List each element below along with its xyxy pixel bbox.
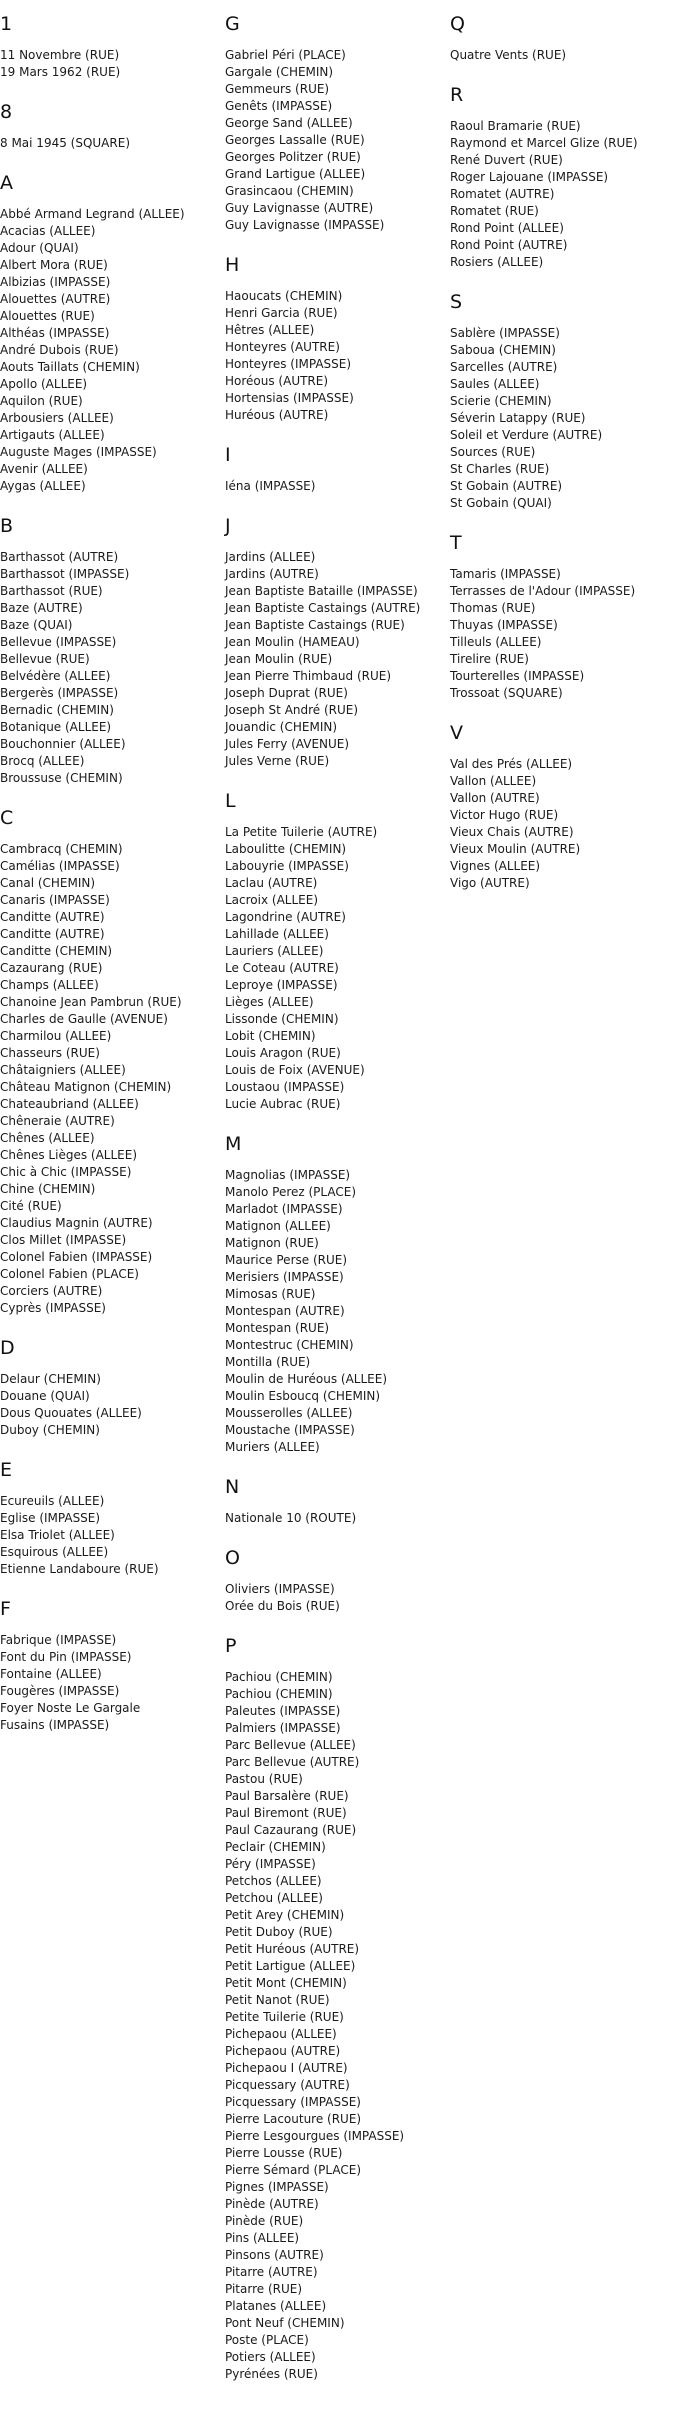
street-list (0, 135, 225, 152)
letter-section (450, 0, 675, 64)
street-list-item[interactable]: Petchou (ALLEE) (225, 1891, 323, 1905)
street-list-item[interactable]: Pins (ALLEE) (225, 2231, 300, 2245)
section-letter-heading: N (225, 1476, 240, 1498)
letter-section (0, 152, 225, 495)
street-list-item[interactable]: Poste (PLACE) (225, 2333, 309, 2347)
street-list-item[interactable]: Alouettes (RUE) (0, 309, 95, 323)
street-list-item[interactable]: Apollo (ALLEE) (0, 377, 88, 391)
street-list-item[interactable]: Jean Moulin (RUE) (225, 652, 333, 666)
section-letter-heading: E (0, 1459, 13, 1481)
street-list-item[interactable]: Lobit (CHEMIN) (225, 1029, 316, 1043)
street-list-item[interactable]: Jardins (AUTRE) (225, 567, 319, 581)
street-list-item[interactable]: Sources (RUE) (450, 445, 536, 459)
section-letter-heading: P (225, 1635, 237, 1657)
street-list-item[interactable]: Pachiou (CHEMIN) (225, 1670, 333, 1684)
street-list-item[interactable]: Gabriel Péri (PLACE) (225, 48, 346, 62)
street-list-item[interactable]: Petit Arey (CHEMIN) (225, 1908, 345, 1922)
street-list-item[interactable]: Jean Pierre Thimbaud (RUE) (225, 669, 392, 683)
letter-section (225, 1113, 450, 1456)
street-list (225, 549, 450, 770)
street-list-item[interactable]: Pinède (AUTRE) (225, 2197, 319, 2211)
street-list-item[interactable]: Chêneraie (AUTRE) (0, 1114, 115, 1128)
street-list-item[interactable]: Pyrénées (RUE) (225, 2367, 318, 2381)
street-list-item[interactable]: Louis de Foix (AVENUE) (225, 1063, 365, 1077)
street-list-item[interactable]: Henri Garcia (RUE) (225, 306, 338, 320)
street-list-item[interactable]: Pinède (RUE) (225, 2214, 304, 2228)
street-list-item[interactable]: Haoucats (CHEMIN) (225, 289, 343, 303)
letter-section (450, 64, 675, 271)
street-list-item[interactable]: Adour (QUAI) (0, 241, 79, 255)
street-list-item[interactable]: Chênes (ALLEE) (0, 1131, 95, 1145)
street-list-item[interactable]: Brocq (ALLEE) (0, 754, 85, 768)
street-list-item[interactable]: Jules Verne (RUE) (225, 754, 330, 768)
street-list (0, 1371, 225, 1439)
street-list-item[interactable]: Pierre Lousse (RUE) (225, 2146, 343, 2160)
street-list-item[interactable]: Belvédère (ALLEE) (0, 669, 111, 683)
street-list-item[interactable]: St Charles (RUE) (450, 462, 550, 476)
street-list-item[interactable]: Sablère (IMPASSE) (450, 326, 560, 340)
street-list-item[interactable]: Guy Lavignasse (AUTRE) (225, 201, 374, 215)
street-list-item[interactable]: Merisiers (IMPASSE) (225, 1270, 344, 1284)
street-list-item[interactable]: Delaur (CHEMIN) (0, 1372, 101, 1386)
street-list-item[interactable]: Moulin de Huréous (ALLEE) (225, 1372, 388, 1386)
street-list-item[interactable]: Moustache (IMPASSE) (225, 1423, 355, 1437)
street-list-item[interactable]: Pichepaou (AUTRE) (225, 2044, 341, 2058)
street-list-item[interactable]: Péry (IMPASSE) (225, 1857, 316, 1871)
street-list-item[interactable]: Lagondrine (AUTRE) (225, 910, 346, 924)
letter-section (450, 702, 675, 892)
street-list-item[interactable]: Cazaurang (RUE) (0, 961, 103, 975)
street-list-item[interactable]: Montestruc (CHEMIN) (225, 1338, 354, 1352)
street-list-item[interactable]: Albizias (IMPASSE) (0, 275, 111, 289)
street-list-item[interactable]: Canaris (IMPASSE) (0, 893, 110, 907)
street-list-item[interactable]: Pichepaou I (AUTRE) (225, 2061, 348, 2075)
street-list-item[interactable]: Pichepaou (ALLEE) (225, 2027, 337, 2041)
street-list-item[interactable]: 8 Mai 1945 (SQUARE) (0, 136, 130, 150)
street-list-item[interactable]: Tilleuls (ALLEE) (450, 635, 542, 649)
street-list-item[interactable]: Petit Nanot (RUE) (225, 1993, 330, 2007)
street-list-item[interactable]: Chic à Chic (IMPASSE) (0, 1165, 132, 1179)
street-list-item[interactable]: Jean Baptiste Castaings (RUE) (225, 618, 405, 632)
street-list-item[interactable]: Val des Prés (ALLEE) (450, 757, 573, 771)
street-list-item[interactable]: Aygas (ALLEE) (0, 479, 86, 493)
street-list-item[interactable]: Louis Aragon (RUE) (225, 1046, 341, 1060)
street-list-item[interactable]: Camélias (IMPASSE) (0, 859, 120, 873)
street-list-item[interactable]: Jouandic (CHEMIN) (225, 720, 338, 734)
street-list-item[interactable]: Pierre Sémard (PLACE) (225, 2163, 361, 2177)
street-list (0, 47, 225, 81)
street-list-item[interactable]: Petit Duboy (RUE) (225, 1925, 333, 1939)
street-list-item[interactable]: George Sand (ALLEE) (225, 116, 353, 130)
letter-section (225, 1615, 450, 2383)
street-list (450, 756, 675, 892)
street-list-item[interactable]: Saules (ALLEE) (450, 377, 540, 391)
section-letter-heading: I (225, 444, 231, 466)
street-list-item[interactable]: Hêtres (ALLEE) (225, 323, 315, 337)
street-list-item[interactable]: Chanoine Jean Pambrun (RUE) (0, 995, 182, 1009)
street-list (450, 566, 675, 702)
section-letter-heading: V (450, 722, 463, 744)
street-list-item[interactable]: Oliviers (IMPASSE) (225, 1582, 335, 1596)
street-list-item[interactable]: Grasincaou (CHEMIN) (225, 184, 354, 198)
section-letter-heading: 8 (0, 101, 13, 123)
street-list-item[interactable]: Barthassot (RUE) (0, 584, 103, 598)
street-list-item[interactable]: Picquessary (IMPASSE) (225, 2095, 361, 2109)
street-list-item[interactable]: Gargale (CHEMIN) (225, 65, 334, 79)
street-list-item[interactable]: Fontaine (ALLEE) (0, 1667, 102, 1681)
street-list-item[interactable]: Mousserolles (ALLEE) (225, 1406, 353, 1420)
street-list-item[interactable]: Pierre Lacouture (RUE) (225, 2112, 362, 2126)
letter-section (225, 495, 450, 770)
street-list-item[interactable]: Ecureuils (ALLEE) (0, 1494, 105, 1508)
street-list-item[interactable]: Bernadic (CHEMIN) (0, 703, 114, 717)
street-list-item[interactable]: Vignes (ALLEE) (450, 859, 541, 873)
street-list-item[interactable]: Platanes (ALLEE) (225, 2299, 327, 2313)
street-list-item[interactable]: Muriers (ALLEE) (225, 1440, 320, 1454)
street-list-item[interactable]: Pierre Lesgourgues (IMPASSE) (225, 2129, 405, 2143)
street-list-item[interactable]: Abbé Armand Legrand (ALLEE) (0, 207, 185, 221)
street-list-item[interactable]: Victor Hugo (RUE) (450, 808, 559, 822)
street-list-item[interactable]: Fusains (IMPASSE) (0, 1718, 110, 1732)
section-letter-heading: Q (450, 13, 465, 35)
street-list (225, 1669, 450, 2383)
street-list-item[interactable]: Petchos (ALLEE) (225, 1874, 322, 1888)
street-list-item[interactable]: Pignes (IMPASSE) (225, 2180, 329, 2194)
street-list-item[interactable]: Georges Politzer (RUE) (225, 150, 361, 164)
letter-section (0, 1439, 225, 1578)
street-list-item[interactable]: 11 Novembre (RUE) (0, 48, 120, 62)
street-list-item[interactable]: Vallon (ALLEE) (450, 774, 537, 788)
street-list-item[interactable]: Petit Lartigue (ALLEE) (225, 1959, 356, 1973)
street-list-item[interactable]: Barthassot (AUTRE) (0, 550, 119, 564)
street-list-item[interactable]: Paul Biremont (RUE) (225, 1806, 347, 1820)
street-list-item[interactable]: Nationale 10 (ROUTE) (225, 1511, 357, 1525)
street-list-item[interactable]: Honteyres (IMPASSE) (225, 357, 352, 371)
street-list-item[interactable]: Pachiou (CHEMIN) (225, 1687, 333, 1701)
letter-section (0, 81, 225, 152)
street-list-item[interactable]: Charles de Gaulle (AVENUE) (0, 1012, 168, 1026)
street-list-item[interactable]: Etienne Landaboure (RUE) (0, 1562, 159, 1576)
street-list-item[interactable]: Petit Mont (CHEMIN) (225, 1976, 347, 1990)
street-list-item[interactable]: René Duvert (RUE) (450, 153, 563, 167)
letter-section (0, 1578, 225, 1734)
street-list-item[interactable]: Bellevue (RUE) (0, 652, 90, 666)
street-list-item[interactable]: Arbousiers (ALLEE) (0, 411, 114, 425)
section-letter-heading: D (0, 1337, 15, 1359)
letter-section (225, 1456, 450, 1527)
street-list-item[interactable]: Jardins (ALLEE) (225, 550, 316, 564)
street-list-item[interactable]: Broussuse (CHEMIN) (0, 771, 123, 785)
letter-section (0, 495, 225, 787)
section-letter-heading: C (0, 807, 14, 829)
street-list-item[interactable]: Artigauts (ALLEE) (0, 428, 105, 442)
street-list-item[interactable]: Château Matignon (CHEMIN) (0, 1080, 172, 1094)
street-list-item[interactable]: Iéna (IMPASSE) (225, 479, 316, 493)
street-list-item[interactable]: Colonel Fabien (PLACE) (0, 1267, 139, 1281)
street-list-item[interactable]: Bergerès (IMPASSE) (0, 686, 119, 700)
street-list-item[interactable]: Alouettes (AUTRE) (0, 292, 111, 306)
street-list-item[interactable]: Matignon (ALLEE) (225, 1219, 331, 1233)
street-list (225, 1581, 450, 1615)
street-list-item[interactable]: Parc Bellevue (ALLEE) (225, 1738, 356, 1752)
letter-section (450, 271, 675, 512)
letter-section (225, 1527, 450, 1615)
street-list-item[interactable]: Foyer Noste Le Gargale (0, 1701, 141, 1715)
street-list-item[interactable]: Orée du Bois (RUE) (225, 1599, 340, 1613)
letter-section (225, 770, 450, 1113)
street-list-item[interactable]: Aouts Taillats (CHEMIN) (0, 360, 140, 374)
street-list-item[interactable]: Fougères (IMPASSE) (0, 1684, 120, 1698)
street-list-item[interactable]: Bellevue (IMPASSE) (0, 635, 117, 649)
street-list-item[interactable]: Quatre Vents (RUE) (450, 48, 567, 62)
street-list-item[interactable]: Leproye (IMPASSE) (225, 978, 338, 992)
street-list-item[interactable]: Joseph St André (RUE) (225, 703, 359, 717)
street-list-item[interactable]: Pitarre (AUTRE) (225, 2265, 318, 2279)
section-letter-heading: H (225, 254, 240, 276)
street-list-item[interactable]: Séverin Latappy (RUE) (450, 411, 586, 425)
street-list-item[interactable]: Montilla (RUE) (225, 1355, 311, 1369)
street-list-item[interactable]: St Gobain (QUAI) (450, 496, 552, 510)
street-list (225, 1167, 450, 1456)
street-list-item[interactable]: Laboulitte (CHEMIN) (225, 842, 347, 856)
street-list-item[interactable]: Aquilon (RUE) (0, 394, 83, 408)
street-list-item[interactable]: Pitarre (RUE) (225, 2282, 303, 2296)
street-list-item[interactable]: Grand Lartigue (ALLEE) (225, 167, 366, 181)
street-list-item[interactable]: Raymond et Marcel Glize (RUE) (450, 136, 638, 150)
street-list-item[interactable]: Manolo Perez (PLACE) (225, 1185, 357, 1199)
street-list-item[interactable]: Paul Barsalère (RUE) (225, 1789, 349, 1803)
street-list-item[interactable]: Matignon (RUE) (225, 1236, 319, 1250)
street-list-item[interactable]: Esquirous (ALLEE) (0, 1545, 109, 1559)
street-list-item[interactable]: Champs (ALLEE) (0, 978, 99, 992)
street-list-item[interactable]: Trossoat (SQUARE) (450, 686, 563, 700)
street-list-item[interactable]: Douane (QUAI) (0, 1389, 90, 1403)
street-list-item[interactable]: Canal (CHEMIN) (0, 876, 96, 890)
street-list-item[interactable]: Cité (RUE) (0, 1199, 62, 1213)
street-list-item[interactable]: Soleil et Verdure (AUTRE) (450, 428, 603, 442)
street-list-item[interactable]: Font du Pin (IMPASSE) (0, 1650, 132, 1664)
street-list-item[interactable]: Gemmeurs (RUE) (225, 82, 330, 96)
street-list-item[interactable]: Auguste Mages (IMPASSE) (0, 445, 157, 459)
letter-section (225, 424, 450, 495)
street-list-item[interactable]: Canditte (AUTRE) (0, 927, 105, 941)
street-list-item[interactable]: Lacroix (ALLEE) (225, 893, 319, 907)
section-letter-heading: S (450, 291, 463, 313)
street-list-item[interactable]: Montespan (RUE) (225, 1321, 330, 1335)
street-list-item[interactable]: Huréous (AUTRE) (225, 408, 329, 422)
street-list-item[interactable]: Sarcelles (AUTRE) (450, 360, 558, 374)
street-list-item[interactable]: Claudius Magnin (AUTRE) (0, 1216, 153, 1230)
street-list (225, 288, 450, 424)
street-list-item[interactable]: Cambracq (CHEMIN) (0, 842, 123, 856)
street-list (225, 47, 450, 234)
street-list-item[interactable]: Petite Tuilerie (RUE) (225, 2010, 344, 2024)
street-list-item[interactable]: Le Coteau (AUTRE) (225, 961, 339, 975)
street-list-item[interactable]: Romatet (RUE) (450, 204, 539, 218)
street-list-item[interactable]: Colonel Fabien (IMPASSE) (0, 1250, 153, 1264)
letter-section (225, 234, 450, 424)
section-letter-heading: J (225, 515, 231, 537)
street-list-item[interactable]: Vieux Moulin (AUTRE) (450, 842, 581, 856)
section-letter-heading: O (225, 1547, 240, 1569)
street-list-item[interactable]: Tamaris (IMPASSE) (450, 567, 561, 581)
street-list-item[interactable]: Scierie (CHEMIN) (450, 394, 552, 408)
street-list-item[interactable]: Canditte (CHEMIN) (0, 944, 113, 958)
street-list-item[interactable]: Peclair (CHEMIN) (225, 1840, 326, 1854)
street-list-item[interactable]: Avenir (ALLEE) (0, 462, 88, 476)
street-list-item[interactable]: Jean Baptiste Bataille (IMPASSE) (225, 584, 418, 598)
street-list-item[interactable]: Pinsons (AUTRE) (225, 2248, 324, 2262)
street-list-item[interactable]: Vallon (AUTRE) (450, 791, 540, 805)
street-index-column-3 (450, 0, 675, 892)
street-list-item[interactable]: Picquessary (AUTRE) (225, 2078, 350, 2092)
street-list-item[interactable]: Chine (CHEMIN) (0, 1182, 96, 1196)
street-list (225, 478, 450, 495)
street-list-item[interactable]: Fabrique (IMPASSE) (0, 1633, 117, 1647)
street-list-item[interactable]: Chateaubriand (ALLEE) (0, 1097, 139, 1111)
street-list-item[interactable]: Rond Point (AUTRE) (450, 238, 568, 252)
street-list-item[interactable]: Lissonde (CHEMIN) (225, 1012, 339, 1026)
street-list-item[interactable]: Palmiers (IMPASSE) (225, 1721, 341, 1735)
letter-section (0, 0, 225, 81)
street-list-item[interactable]: André Dubois (RUE) (0, 343, 119, 357)
street-list-item[interactable]: Albert Mora (RUE) (0, 258, 108, 272)
street-list-item[interactable]: Petit Huréous (AUTRE) (225, 1942, 360, 1956)
letter-section (450, 512, 675, 702)
street-list-item[interactable]: Horéous (AUTRE) (225, 374, 329, 388)
street-list-item[interactable]: Jules Ferry (AVENUE) (225, 737, 350, 751)
letter-section (0, 1317, 225, 1439)
street-list-item[interactable]: Châtaigniers (ALLEE) (0, 1063, 126, 1077)
street-list-item[interactable]: Thuyas (IMPASSE) (450, 618, 558, 632)
street-list-item[interactable]: Laclau (AUTRE) (225, 876, 318, 890)
street-list (0, 1493, 225, 1578)
street-list (0, 206, 225, 495)
section-letter-heading: T (450, 532, 462, 554)
street-list-item[interactable]: 19 Mars 1962 (RUE) (0, 65, 121, 79)
street-list-item[interactable]: Terrasses de l'Adour (IMPASSE) (450, 584, 636, 598)
section-letter-heading: M (225, 1133, 242, 1155)
street-list (0, 841, 225, 1317)
street-list-item[interactable]: Chênes Lièges (ALLEE) (0, 1148, 137, 1162)
street-list-item[interactable]: Lahillade (ALLEE) (225, 927, 329, 941)
street-list-item[interactable]: Lièges (ALLEE) (225, 995, 314, 1009)
street-list-item[interactable]: Parc Bellevue (AUTRE) (225, 1755, 360, 1769)
street-list (225, 1510, 450, 1527)
street-list-item[interactable]: Althéas (IMPASSE) (0, 326, 110, 340)
street-list-item[interactable]: Potiers (ALLEE) (225, 2350, 316, 2364)
street-list-item[interactable]: Bouchonnier (ALLEE) (0, 737, 126, 751)
street-list-item[interactable]: Marladot (IMPASSE) (225, 1202, 343, 1216)
section-letter-heading: R (450, 84, 464, 106)
street-list-item[interactable]: Honteyres (AUTRE) (225, 340, 340, 354)
street-list-item[interactable]: Lauriers (ALLEE) (225, 944, 324, 958)
street-list-item[interactable]: Rosiers (ALLEE) (450, 255, 544, 269)
section-letter-heading: A (0, 172, 13, 194)
street-list-item[interactable]: Hortensias (IMPASSE) (225, 391, 354, 405)
letter-section (225, 0, 450, 234)
street-list-item[interactable]: Acacias (ALLEE) (0, 224, 96, 238)
street-list-item[interactable]: Clos Millet (IMPASSE) (0, 1233, 127, 1247)
street-list-item[interactable]: Botanique (ALLEE) (0, 720, 112, 734)
street-list-item[interactable]: Eglise (IMPASSE) (0, 1511, 101, 1525)
street-list-item[interactable]: Pastou (RUE) (225, 1772, 303, 1786)
street-list-item[interactable]: Charmilou (ALLEE) (0, 1029, 112, 1043)
street-list-item[interactable]: Elsa Triolet (ALLEE) (0, 1528, 115, 1542)
street-list-item[interactable]: Vieux Chais (AUTRE) (450, 825, 574, 839)
street-list-item[interactable]: Loustaou (IMPASSE) (225, 1080, 345, 1094)
street-list-item[interactable]: Duboy (CHEMIN) (0, 1423, 100, 1437)
street-list-item[interactable]: Baze (AUTRE) (0, 601, 83, 615)
street-list-item[interactable]: Jean Baptiste Castaings (AUTRE) (225, 601, 421, 615)
section-letter-heading: L (225, 790, 236, 812)
street-list-item[interactable]: Paleutes (IMPASSE) (225, 1704, 341, 1718)
street-list-item[interactable]: Rond Point (ALLEE) (450, 221, 564, 235)
street-list-item[interactable]: Georges Lassalle (RUE) (225, 133, 365, 147)
street-list-item[interactable]: Lucie Aubrac (RUE) (225, 1097, 341, 1111)
street-index-column-1 (0, 0, 225, 1734)
street-list-item[interactable]: Cyprès (IMPASSE) (0, 1301, 106, 1315)
street-list-item[interactable]: Saboua (CHEMIN) (450, 343, 556, 357)
street-list-item[interactable]: Joseph Duprat (RUE) (225, 686, 348, 700)
street-list-item[interactable]: Magnolias (IMPASSE) (225, 1168, 351, 1182)
street-list-item[interactable]: Thomas (RUE) (450, 601, 536, 615)
street-list (450, 325, 675, 512)
street-list-item[interactable]: Barthassot (IMPASSE) (0, 567, 130, 581)
street-list (225, 824, 450, 1113)
letter-section (0, 787, 225, 1317)
street-list-item[interactable]: Genêts (IMPASSE) (225, 99, 333, 113)
street-list-item[interactable]: St Gobain (AUTRE) (450, 479, 563, 493)
street-list-item[interactable]: Montespan (AUTRE) (225, 1304, 345, 1318)
street-list-item[interactable]: La Petite Tuilerie (AUTRE) (225, 825, 378, 839)
street-list-item[interactable]: Roger Lajouane (IMPASSE) (450, 170, 609, 184)
section-letter-heading: F (0, 1598, 11, 1620)
street-list-item[interactable]: Paul Cazaurang (RUE) (225, 1823, 357, 1837)
street-list-item[interactable]: Canditte (AUTRE) (0, 910, 105, 924)
street-list (0, 549, 225, 787)
section-letter-heading: 1 (0, 13, 13, 35)
street-list (450, 47, 675, 64)
street-list-item[interactable]: Moulin Esboucq (CHEMIN) (225, 1389, 381, 1403)
street-list-item[interactable]: Mimosas (RUE) (225, 1287, 316, 1301)
street-list-item[interactable]: Pont Neuf (CHEMIN) (225, 2316, 345, 2330)
street-list-item[interactable]: Baze (QUAI) (0, 618, 73, 632)
section-letter-heading: G (225, 13, 240, 35)
street-list-item[interactable]: Maurice Perse (RUE) (225, 1253, 348, 1267)
street-list-item[interactable]: Tourterelles (IMPASSE) (450, 669, 585, 683)
street-list-item[interactable]: Romatet (AUTRE) (450, 187, 555, 201)
street-list-item[interactable]: Corciers (AUTRE) (0, 1284, 103, 1298)
street-list-item[interactable]: Jean Moulin (HAMEAU) (225, 635, 360, 649)
street-index-column-2 (225, 0, 450, 2383)
street-list-item[interactable]: Labouyrie (IMPASSE) (225, 859, 349, 873)
street-list-item[interactable]: Dous Quouates (ALLEE) (0, 1406, 142, 1420)
street-list-item[interactable]: Chasseurs (RUE) (0, 1046, 100, 1060)
street-list (450, 118, 675, 271)
street-list (0, 1632, 225, 1734)
section-letter-heading: B (0, 515, 14, 537)
street-list-item[interactable]: Guy Lavignasse (IMPASSE) (225, 218, 385, 232)
street-list-item[interactable]: Vigo (AUTRE) (450, 876, 530, 890)
street-list-item[interactable]: Tirelire (RUE) (450, 652, 529, 666)
street-list-item[interactable]: Raoul Bramarie (RUE) (450, 119, 581, 133)
